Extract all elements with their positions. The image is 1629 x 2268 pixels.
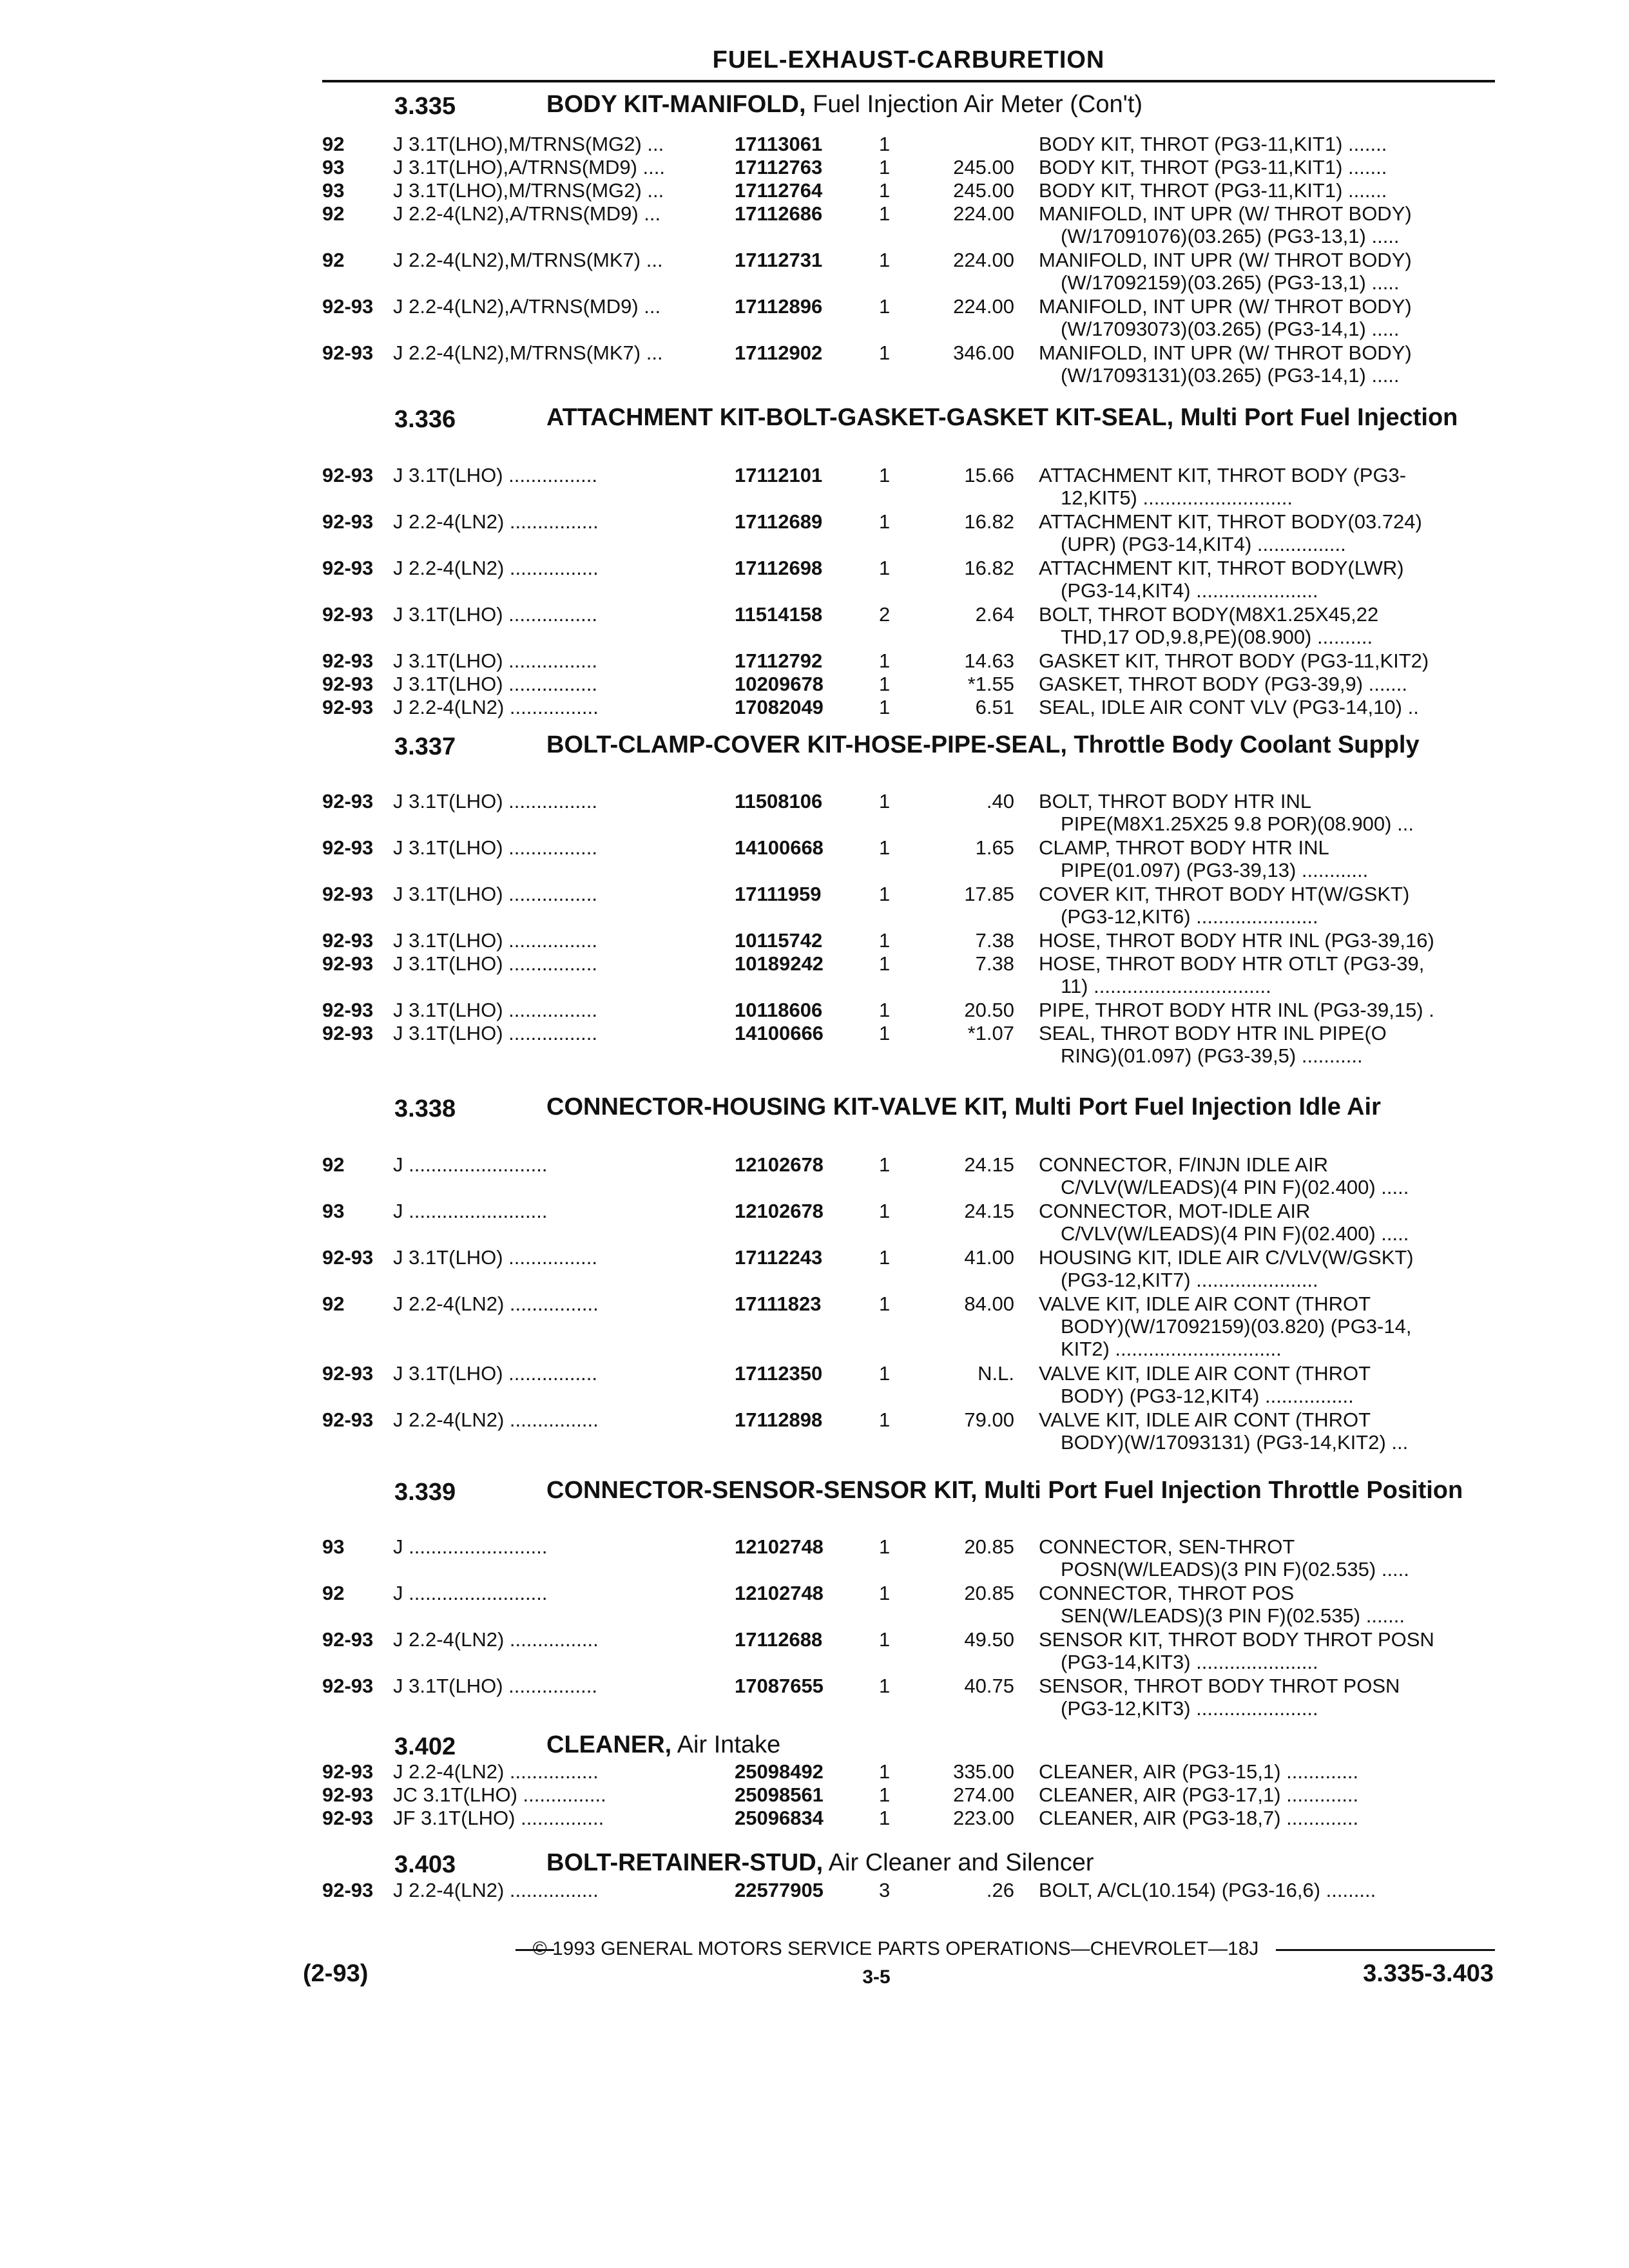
quantity: 1 xyxy=(879,133,891,155)
quantity: 1 xyxy=(879,1200,891,1222)
application-description: J 3.1T(LHO) ................ xyxy=(393,1675,597,1697)
application-description: J 2.2-4(LN2),A/TRNS(MD9) ... xyxy=(393,202,661,225)
application-description: J 2.2-4(LN2) ................ xyxy=(393,1408,599,1431)
section-title xyxy=(546,1095,1487,1119)
item-description-line: CLEANER, AIR (PG3-18,7) ............. xyxy=(1039,1807,1359,1829)
quantity: 1 xyxy=(879,1362,891,1385)
part-number: 14100668 xyxy=(735,836,824,859)
quantity: 1 xyxy=(879,179,891,202)
item-description xyxy=(1039,649,1496,672)
list-price: N.L. xyxy=(978,1362,1014,1385)
section-number: 3.403 xyxy=(394,1851,456,1878)
item-description-line: BODY) (PG3-12,KIT4) ................ xyxy=(1061,1385,1354,1407)
part-number: 17112731 xyxy=(735,249,823,271)
part-number: 17112898 xyxy=(735,1408,823,1431)
item-description xyxy=(1039,1582,1496,1627)
item-description-line: 12,KIT5) ........................... xyxy=(1061,486,1293,509)
section-number: 3.336 xyxy=(394,406,456,433)
application-description: J 2.2-4(LN2),M/TRNS(MK7) ... xyxy=(393,249,663,271)
item-description-line: SENSOR, THROT BODY THROT POSN xyxy=(1039,1675,1400,1697)
list-price: 16.82 xyxy=(964,510,1014,533)
model-year: 92-93 xyxy=(322,1022,374,1044)
item-description xyxy=(1039,603,1496,648)
section-title-main: BODY KIT-MANIFOLD, xyxy=(546,91,806,118)
item-description-line: HOUSING KIT, IDLE AIR C/VLV(W/GSKT) xyxy=(1039,1246,1414,1269)
application-description: J 2.2-4(LN2) ................ xyxy=(393,1628,599,1651)
application-description: J 2.2-4(LN2) ................ xyxy=(393,1293,599,1315)
model-year: 92 xyxy=(322,1582,345,1604)
item-description-line: MANIFOLD, INT UPR (W/ THROT BODY) xyxy=(1039,202,1412,225)
quantity: 1 xyxy=(879,999,891,1021)
part-number: 10189242 xyxy=(735,952,824,975)
list-price: 245.00 xyxy=(953,156,1014,178)
model-year: 92 xyxy=(322,249,345,271)
part-number: 10115742 xyxy=(735,929,823,952)
section-title xyxy=(546,93,1487,117)
item-description xyxy=(1039,156,1496,178)
item-description xyxy=(1039,1807,1496,1829)
item-description-line: SEN(W/LEADS)(3 PIN F)(02.535) ....... xyxy=(1061,1604,1405,1627)
quantity: 1 xyxy=(879,1675,891,1697)
item-description-line: HOSE, THROT BODY HTR OTLT (PG3-39, xyxy=(1039,952,1425,975)
list-price: 49.50 xyxy=(964,1628,1014,1651)
application-description: J 3.1T(LHO) ................ xyxy=(393,1362,597,1385)
list-price: *1.07 xyxy=(967,1022,1014,1044)
application-description: J 3.1T(LHO) ................ xyxy=(393,929,597,952)
section-number: 3.339 xyxy=(394,1479,456,1506)
application-description: J 3.1T(LHO) ................ xyxy=(393,952,597,975)
section-title xyxy=(546,406,1487,430)
list-price: 1.65 xyxy=(975,836,1014,859)
item-description-line: BOLT, THROT BODY(M8X1.25X45,22 xyxy=(1039,603,1379,626)
item-description-line: MANIFOLD, INT UPR (W/ THROT BODY) xyxy=(1039,341,1412,364)
application-description: J 2.2-4(LN2),M/TRNS(MK7) ... xyxy=(393,341,663,364)
list-price: 40.75 xyxy=(964,1675,1014,1697)
application-description: J 2.2-4(LN2) ................ xyxy=(393,1760,599,1783)
model-year: 92-93 xyxy=(322,1783,374,1806)
list-price: 6.51 xyxy=(975,696,1014,718)
quantity: 1 xyxy=(879,952,891,975)
quantity: 1 xyxy=(879,836,891,859)
item-description-line: BOLT, THROT BODY HTR INL xyxy=(1039,790,1312,812)
item-description-line: ATTACHMENT KIT, THROT BODY (PG3- xyxy=(1039,464,1407,486)
part-number: 25098561 xyxy=(735,1783,824,1806)
quantity: 1 xyxy=(879,929,891,952)
part-number: 17082049 xyxy=(735,696,824,718)
part-number: 17112902 xyxy=(735,341,823,364)
application-description: J ......................... xyxy=(393,1200,548,1222)
item-description xyxy=(1039,202,1496,247)
item-description xyxy=(1039,1246,1496,1291)
footer-copyright: © 1993 GENERAL MOTORS SERVICE PARTS OPERATIONS—CHEVROLET—18J xyxy=(532,1938,1259,1959)
list-price: 24.15 xyxy=(964,1200,1014,1222)
item-description-line: BODY KIT, THROT (PG3-11,KIT1) ....... xyxy=(1039,179,1387,202)
application-description: J 3.1T(LHO) ................ xyxy=(393,649,597,672)
part-number: 10118606 xyxy=(735,999,823,1021)
section-title-main: CONNECTOR-SENSOR-SENSOR KIT, Multi Port Fuel Injection Throttle Position xyxy=(546,1477,1463,1504)
application-description: J 2.2-4(LN2) ................ xyxy=(393,696,599,718)
item-description xyxy=(1039,179,1496,202)
model-year: 92-93 xyxy=(322,1807,374,1829)
part-number: 17112896 xyxy=(735,295,823,318)
part-number: 17112763 xyxy=(735,156,823,178)
quantity: 1 xyxy=(879,1246,891,1269)
list-price: 335.00 xyxy=(953,1760,1014,1783)
list-price: *1.55 xyxy=(967,673,1014,695)
model-year: 92-93 xyxy=(322,341,374,364)
list-price: 7.38 xyxy=(975,929,1014,952)
item-description-line: KIT2) .............................. xyxy=(1061,1338,1282,1360)
model-year: 92-93 xyxy=(322,836,374,859)
model-year: 92 xyxy=(322,1293,345,1315)
item-description-line: CONNECTOR, MOT-IDLE AIR xyxy=(1039,1200,1311,1222)
section-title-main: BOLT-RETAINER-STUD, xyxy=(546,1849,824,1876)
quantity: 1 xyxy=(879,557,891,579)
quantity: 3 xyxy=(879,1879,891,1901)
part-number: 17112688 xyxy=(735,1628,823,1651)
footer-section-range: 3.335-3.403 xyxy=(1363,1960,1494,1987)
model-year: 92-93 xyxy=(322,510,374,533)
application-description: J 3.1T(LHO) ................ xyxy=(393,790,597,812)
section-number: 3.338 xyxy=(394,1095,456,1122)
list-price: 17.85 xyxy=(964,883,1014,905)
model-year: 92-93 xyxy=(322,952,374,975)
item-description-line: BODY KIT, THROT (PG3-11,KIT1) ....... xyxy=(1039,156,1387,178)
list-price: 15.66 xyxy=(964,464,1014,486)
item-description xyxy=(1039,696,1496,718)
model-year: 92-93 xyxy=(322,673,374,695)
item-description-line: (W/17093073)(03.265) (PG3-14,1) ..... xyxy=(1061,318,1400,340)
model-year: 92-93 xyxy=(322,790,374,812)
item-description-line: PIPE(M8X1.25X25 9.8 POR)(08.900) ... xyxy=(1061,812,1414,835)
model-year: 93 xyxy=(322,1200,345,1222)
item-description-line: GASKET KIT, THROT BODY (PG3-11,KIT2) xyxy=(1039,649,1429,672)
list-price: 84.00 xyxy=(964,1293,1014,1315)
quantity: 1 xyxy=(879,464,891,486)
application-description: J 3.1T(LHO) ................ xyxy=(393,1022,597,1044)
quantity: 1 xyxy=(879,696,891,718)
model-year: 93 xyxy=(322,156,345,178)
quantity: 1 xyxy=(879,1582,891,1604)
item-description-line: (W/17092159)(03.265) (PG3-13,1) ..... xyxy=(1061,271,1400,294)
list-price: 245.00 xyxy=(953,179,1014,202)
item-description-line: GASKET, THROT BODY (PG3-39,9) ....... xyxy=(1039,673,1407,695)
item-description-line: CONNECTOR, SEN-THROT xyxy=(1039,1535,1295,1558)
part-number: 11508106 xyxy=(735,790,823,812)
item-description-line: C/VLV(W/LEADS)(4 PIN F)(02.400) ..... xyxy=(1061,1222,1409,1245)
section-number: 3.402 xyxy=(394,1733,456,1760)
application-description: J 3.1T(LHO) ................ xyxy=(393,673,597,695)
model-year: 93 xyxy=(322,179,345,202)
item-description-line: SENSOR KIT, THROT BODY THROT POSN xyxy=(1039,1628,1434,1651)
quantity: 1 xyxy=(879,510,891,533)
application-description: J 3.1T(LHO) ................ xyxy=(393,603,597,626)
item-description-line: (W/17093131)(03.265) (PG3-14,1) ..... xyxy=(1061,364,1400,387)
model-year: 92-93 xyxy=(322,999,374,1021)
application-description: J 2.2-4(LN2),A/TRNS(MD9) ... xyxy=(393,295,661,318)
application-description: J 2.2-4(LN2) ................ xyxy=(393,557,599,579)
section-title xyxy=(546,1733,1487,1757)
part-number: 14100666 xyxy=(735,1022,824,1044)
application-description: J 2.2-4(LN2) ................ xyxy=(393,1879,599,1901)
model-year: 92-93 xyxy=(322,696,374,718)
item-description-line: C/VLV(W/LEADS)(4 PIN F)(02.400) ..... xyxy=(1061,1176,1409,1198)
item-description-line: PIPE(01.097) (PG3-39,13) ............ xyxy=(1061,859,1369,881)
quantity: 1 xyxy=(879,1022,891,1044)
footer-date: (2-93) xyxy=(303,1960,369,1987)
list-price: 7.38 xyxy=(975,952,1014,975)
item-description xyxy=(1039,999,1496,1021)
application-description: JC 3.1T(LHO) ............... xyxy=(393,1783,606,1806)
quantity: 1 xyxy=(879,1807,891,1829)
quantity: 1 xyxy=(879,1535,891,1558)
footer-rule-right xyxy=(1276,1949,1495,1951)
item-description-line: CONNECTOR, F/INJN IDLE AIR xyxy=(1039,1153,1328,1176)
item-description-line: VALVE KIT, IDLE AIR CONT (THROT xyxy=(1039,1408,1371,1431)
item-description-line: CLEANER, AIR (PG3-17,1) ............. xyxy=(1039,1783,1359,1806)
application-description: J ......................... xyxy=(393,1535,548,1558)
item-description xyxy=(1039,1783,1496,1806)
part-number: 17111959 xyxy=(735,883,822,905)
section-title-qualifier: Air Intake xyxy=(671,1731,781,1758)
model-year: 93 xyxy=(322,1535,345,1558)
list-price: 224.00 xyxy=(953,295,1014,318)
item-description xyxy=(1039,1293,1496,1360)
model-year: 92-93 xyxy=(322,1760,374,1783)
item-description xyxy=(1039,1408,1496,1454)
item-description xyxy=(1039,1153,1496,1198)
model-year: 92-93 xyxy=(322,603,374,626)
model-year: 92-93 xyxy=(322,1408,374,1431)
part-number: 22577905 xyxy=(735,1879,824,1901)
item-description xyxy=(1039,952,1496,997)
model-year: 92-93 xyxy=(322,649,374,672)
model-year: 92-93 xyxy=(322,1628,374,1651)
item-description-line: (PG3-14,KIT3) ...................... xyxy=(1061,1651,1318,1673)
item-description-line: BODY KIT, THROT (PG3-11,KIT1) ....... xyxy=(1039,133,1387,155)
application-description: J 3.1T(LHO),M/TRNS(MG2) ... xyxy=(393,179,664,202)
quantity: 1 xyxy=(879,249,891,271)
part-number: 17113061 xyxy=(735,133,823,155)
item-description-line: CLAMP, THROT BODY HTR INL xyxy=(1039,836,1329,859)
item-description xyxy=(1039,464,1496,509)
section-title xyxy=(546,733,1487,757)
quantity: 1 xyxy=(879,1408,891,1431)
item-description xyxy=(1039,790,1496,835)
item-description xyxy=(1039,1535,1496,1581)
item-description xyxy=(1039,1362,1496,1407)
application-description: J 3.1T(LHO) ................ xyxy=(393,1246,597,1269)
part-number: 10209678 xyxy=(735,673,824,695)
application-description: J 3.1T(LHO) ................ xyxy=(393,883,597,905)
item-description-line: 11) ................................ xyxy=(1061,975,1271,997)
item-description xyxy=(1039,557,1496,602)
section-title xyxy=(546,1479,1487,1503)
item-description xyxy=(1039,1675,1496,1720)
list-price: 16.82 xyxy=(964,557,1014,579)
item-description xyxy=(1039,1022,1496,1067)
item-description-line: ATTACHMENT KIT, THROT BODY(LWR) xyxy=(1039,557,1404,579)
part-number: 25098492 xyxy=(735,1760,824,1783)
quantity: 1 xyxy=(879,790,891,812)
item-description xyxy=(1039,1628,1496,1673)
application-description: J ......................... xyxy=(393,1582,548,1604)
part-number: 11514158 xyxy=(735,603,823,626)
part-number: 17112686 xyxy=(735,202,823,225)
model-year: 92-93 xyxy=(322,929,374,952)
item-description-line: (W/17091076)(03.265) (PG3-13,1) ..... xyxy=(1061,225,1400,247)
part-number: 17112689 xyxy=(735,510,823,533)
quantity: 1 xyxy=(879,673,891,695)
list-price: .26 xyxy=(986,1879,1014,1901)
item-description-line: HOSE, THROT BODY HTR INL (PG3-39,16) xyxy=(1039,929,1434,952)
list-price: 24.15 xyxy=(964,1153,1014,1176)
footer-page-number: 3-5 xyxy=(862,1966,891,1988)
application-description: J 3.1T(LHO) ................ xyxy=(393,999,597,1021)
model-year: 92-93 xyxy=(322,1879,374,1901)
item-description-line: BODY)(W/17093131) (PG3-14,KIT2) ... xyxy=(1061,1431,1409,1454)
item-description-line: CONNECTOR, THROT POS xyxy=(1039,1582,1295,1604)
item-description xyxy=(1039,1879,1496,1901)
item-description-line: VALVE KIT, IDLE AIR CONT (THROT xyxy=(1039,1293,1371,1315)
item-description xyxy=(1039,836,1496,881)
model-year: 92 xyxy=(322,133,345,155)
quantity: 2 xyxy=(879,603,891,626)
part-number: 17112792 xyxy=(735,649,823,672)
list-price: 223.00 xyxy=(953,1807,1014,1829)
list-price: 224.00 xyxy=(953,249,1014,271)
quantity: 1 xyxy=(879,883,891,905)
list-price: 346.00 xyxy=(953,341,1014,364)
item-description-line: (PG3-12,KIT6) ...................... xyxy=(1061,905,1318,928)
item-description xyxy=(1039,1760,1496,1783)
item-description xyxy=(1039,883,1496,928)
application-description: J 3.1T(LHO),M/TRNS(MG2) ... xyxy=(393,133,664,155)
quantity: 1 xyxy=(879,156,891,178)
item-description-line: (PG3-12,KIT3) ...................... xyxy=(1061,1697,1318,1720)
part-number: 12102678 xyxy=(735,1200,824,1222)
header-rule xyxy=(322,80,1495,82)
item-description-line: MANIFOLD, INT UPR (W/ THROT BODY) xyxy=(1039,295,1412,318)
item-description-line: (PG3-14,KIT4) ...................... xyxy=(1061,579,1318,602)
item-description-line: VALVE KIT, IDLE AIR CONT (THROT xyxy=(1039,1362,1371,1385)
section-title-main: CLEANER, xyxy=(546,1731,672,1758)
model-year: 92-93 xyxy=(322,295,374,318)
model-year: 92-93 xyxy=(322,1362,374,1385)
application-description: J ......................... xyxy=(393,1153,548,1176)
list-price: 224.00 xyxy=(953,202,1014,225)
quantity: 1 xyxy=(879,341,891,364)
item-description-line: PIPE, THROT BODY HTR INL (PG3-39,15) . xyxy=(1039,999,1434,1021)
list-price: 20.50 xyxy=(964,999,1014,1021)
application-description: J 3.1T(LHO) ................ xyxy=(393,464,597,486)
quantity: 1 xyxy=(879,202,891,225)
list-price: 274.00 xyxy=(953,1783,1014,1806)
list-price: 2.64 xyxy=(975,603,1014,626)
part-number: 17112764 xyxy=(735,179,823,202)
quantity: 1 xyxy=(879,1293,891,1315)
model-year: 92 xyxy=(322,202,345,225)
part-number: 17112350 xyxy=(735,1362,823,1385)
quantity: 1 xyxy=(879,1628,891,1651)
quantity: 1 xyxy=(879,295,891,318)
part-number: 17087655 xyxy=(735,1675,824,1697)
item-description-line: BOLT, A/CL(10.154) (PG3-16,6) ......... xyxy=(1039,1879,1376,1901)
application-description: J 3.1T(LHO) ................ xyxy=(393,836,597,859)
model-year: 92 xyxy=(322,1153,345,1176)
item-description-line: ATTACHMENT KIT, THROT BODY(03.724) xyxy=(1039,510,1422,533)
item-description-line: MANIFOLD, INT UPR (W/ THROT BODY) xyxy=(1039,249,1412,271)
item-description xyxy=(1039,341,1496,387)
model-year: 92-93 xyxy=(322,1675,374,1697)
item-description-line: COVER KIT, THROT BODY HT(W/GSKT) xyxy=(1039,883,1410,905)
item-description-line: (UPR) (PG3-14,KIT4) ................ xyxy=(1061,533,1346,555)
item-description xyxy=(1039,673,1496,695)
item-description-line: SEAL, THROT BODY HTR INL PIPE(O xyxy=(1039,1022,1387,1044)
quantity: 1 xyxy=(879,649,891,672)
item-description-line: BODY)(W/17092159)(03.820) (PG3-14, xyxy=(1061,1315,1412,1338)
part-number: 17112243 xyxy=(735,1246,823,1269)
application-description: JF 3.1T(LHO) ............... xyxy=(393,1807,604,1829)
model-year: 92-93 xyxy=(322,557,374,579)
section-number: 3.337 xyxy=(394,733,456,760)
item-description xyxy=(1039,295,1496,340)
quantity: 1 xyxy=(879,1760,891,1783)
part-number: 25096834 xyxy=(735,1807,824,1829)
quantity: 1 xyxy=(879,1783,891,1806)
section-number: 3.335 xyxy=(394,93,456,120)
part-number: 12102748 xyxy=(735,1535,824,1558)
list-price: 14.63 xyxy=(964,649,1014,672)
part-number: 17111823 xyxy=(735,1293,822,1315)
section-title-main: CONNECTOR-HOUSING KIT-VALVE KIT, Multi Port Fuel Injection Idle Air xyxy=(546,1093,1381,1120)
part-number: 17112101 xyxy=(735,464,823,486)
item-description-line: (PG3-12,KIT7) ...................... xyxy=(1061,1269,1318,1291)
section-title-qualifier: Air Cleaner and Silencer xyxy=(823,1849,1094,1876)
item-description xyxy=(1039,249,1496,294)
list-price: .40 xyxy=(986,790,1014,812)
part-number: 12102748 xyxy=(735,1582,824,1604)
item-description-line: RING)(01.097) (PG3-39,5) ........... xyxy=(1061,1044,1363,1067)
model-year: 92-93 xyxy=(322,464,374,486)
item-description xyxy=(1039,510,1496,555)
list-price: 79.00 xyxy=(964,1408,1014,1431)
model-year: 92-93 xyxy=(322,1246,374,1269)
item-description-line: SEAL, IDLE AIR CONT VLV (PG3-14,10) .. xyxy=(1039,696,1419,718)
list-price: 41.00 xyxy=(964,1246,1014,1269)
item-description xyxy=(1039,133,1496,155)
item-description-line: THD,17 OD,9.8,PE)(08.900) .......... xyxy=(1061,626,1373,648)
quantity: 1 xyxy=(879,1153,891,1176)
item-description xyxy=(1039,1200,1496,1245)
item-description-line: CLEANER, AIR (PG3-15,1) ............. xyxy=(1039,1760,1359,1783)
model-year: 92-93 xyxy=(322,883,374,905)
list-price: 20.85 xyxy=(964,1582,1014,1604)
item-description xyxy=(1039,929,1496,952)
list-price: 20.85 xyxy=(964,1535,1014,1558)
application-description: J 3.1T(LHO),A/TRNS(MD9) .... xyxy=(393,156,665,178)
section-title-main: ATTACHMENT KIT-BOLT-GASKET-GASKET KIT-SEAL, Multi Port Fuel Injection xyxy=(546,404,1458,431)
section-title xyxy=(546,1851,1487,1875)
section-title-qualifier: Fuel Injection Air Meter (Con't) xyxy=(805,91,1143,118)
item-description-line: POSN(W/LEADS)(3 PIN F)(02.535) ..... xyxy=(1061,1558,1409,1581)
application-description: J 2.2-4(LN2) ................ xyxy=(393,510,599,533)
part-number: 12102678 xyxy=(735,1153,824,1176)
section-title-main: BOLT-CLAMP-COVER KIT-HOSE-PIPE-SEAL, Throttle Body Coolant Supply xyxy=(546,731,1420,758)
part-number: 17112698 xyxy=(735,557,823,579)
running-head: FUEL-EXHAUST-CARBURETION xyxy=(712,46,1105,73)
